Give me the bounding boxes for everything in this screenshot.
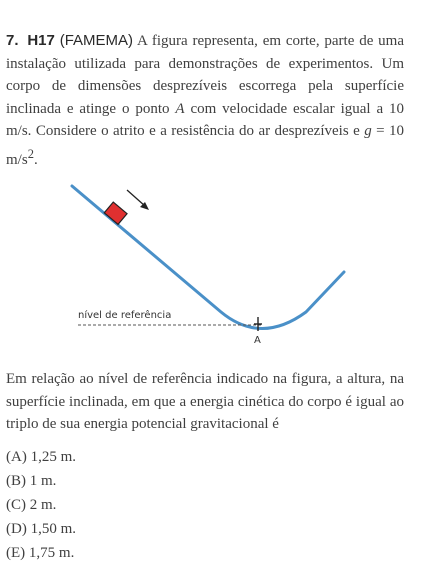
option-a[interactable]: (A) 1,25 m. [6,449,76,465]
point-name: A [175,100,185,117]
question-text-part-2: com velocidade escalar igual a 10 m/s. Considere o atrito e a resistência do ar desprezíveis e [6,100,404,139]
question-stem: Em relação ao nível de referência indicado na figura, a altura, na superfície inclinada, em que a energia cinética do corpo é igual ao triplo de sua energia potencial gravitacional é [6,371,404,432]
question-code: H17 [27,32,55,49]
ramp-figure [6,180,426,380]
gravity-exponent: 2 [27,146,34,161]
option-e[interactable]: (E) 1,75 m. [6,545,75,561]
question-statement [6,30,404,171]
option-b[interactable]: (B) 1 m. [6,473,57,489]
option-d[interactable]: (D) 1,50 m. [6,521,76,537]
gravity-symbol: g [364,123,372,139]
question-page [6,30,405,561]
question-source: (FAMEMA) [59,32,134,49]
reference-level-label: nível de referência [78,310,172,321]
option-c[interactable]: (C) 2 m. [6,497,57,513]
gravity-value: = 10 m/s [6,123,405,168]
question-text-part-1: A figura representa, em corte, parte de uma instalação utilizada para demonstrações de experimentos. Um corpo de dimensões desprezíveis escorrega pela superfície inclinada e atinge o ponto [6,33,404,117]
ramp-diagram [6,180,426,380]
answer-options [6,445,76,565]
question-text-end: . [33,151,38,168]
question-number: 7. [6,32,19,49]
point-a-label: A [254,335,261,346]
sliding-block [104,202,127,224]
velocity-arrow-line [127,190,145,206]
